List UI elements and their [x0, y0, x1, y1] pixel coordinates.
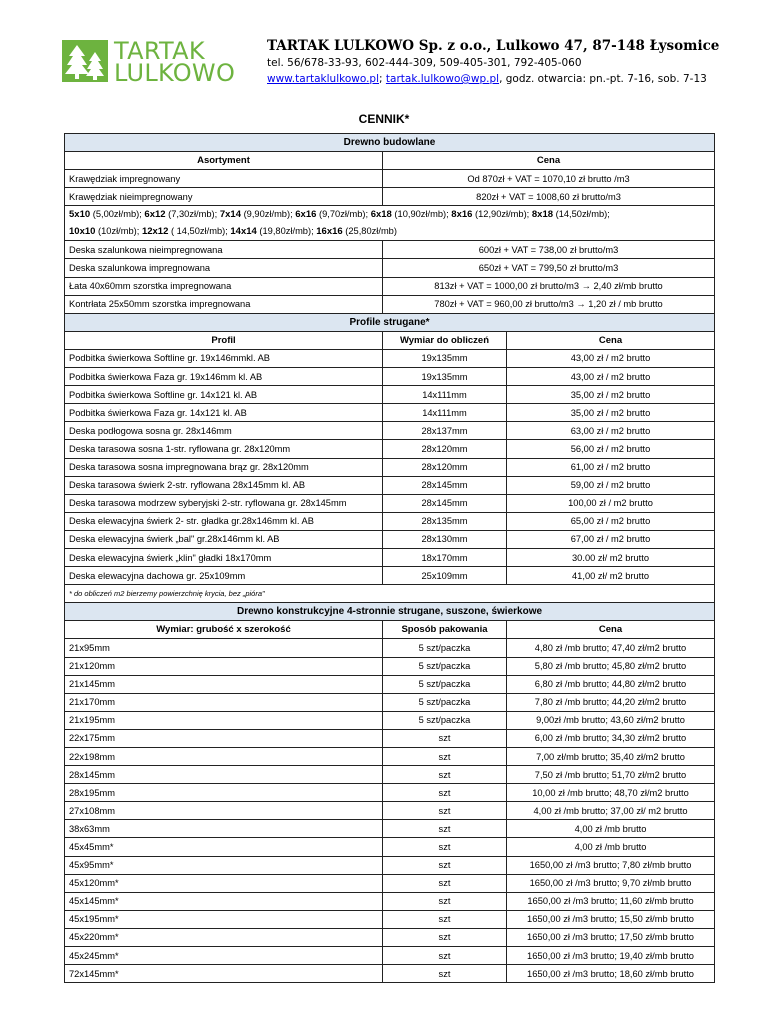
product-price: Od 870zł + VAT = 1070,10 zł brutto /m3 — [383, 170, 715, 188]
table-row — [65, 404, 715, 422]
timber-packaging: szt — [383, 838, 507, 856]
dimension-price: (9,90zł/mb); — [243, 209, 293, 220]
profile-name: Deska podłogowa sosna gr. 28x146mm — [65, 422, 383, 440]
timber-dimension: 45x45mm* — [65, 838, 383, 856]
logo-wordmark — [114, 37, 236, 87]
company-name: TARTAK LULKOWO Sp. z o.o., Lulkowo 47, 87-148 Łysomice — [267, 38, 720, 54]
dimension-price: (25,80zł/mb) — [345, 226, 397, 237]
timber-packaging: szt — [383, 910, 507, 928]
timber-dimension: 22x198mm — [65, 748, 383, 766]
profile-dimension: 14x111mm — [383, 404, 507, 422]
timber-packaging: szt — [383, 965, 507, 983]
timber-price: 9,00zł /mb brutto; 43,60 zł/m2 brutto — [507, 711, 715, 729]
timber-packaging: szt — [383, 856, 507, 874]
timber-dimension: 45x120mm* — [65, 874, 383, 892]
footnote-row — [65, 585, 715, 603]
timber-dimension: 45x95mm* — [65, 856, 383, 874]
column-header-packaging: Sposób pakowania — [383, 621, 507, 639]
product-name: Krawędziak nieimpregnowany — [65, 188, 383, 206]
profile-price: 65,00 zł / m2 brutto — [507, 512, 715, 530]
timber-packaging: 5 szt/paczka — [383, 675, 507, 693]
timber-price: 6,80 zł /mb brutto; 44,80 zł/m2 brutto — [507, 675, 715, 693]
column-header-assortment: Asortyment — [65, 152, 383, 170]
table-row — [65, 567, 715, 585]
table-row — [65, 188, 715, 206]
profile-price: 100,00 zł / m2 brutto — [507, 494, 715, 512]
profile-dimension: 28x120mm — [383, 458, 507, 476]
table-row — [65, 548, 715, 566]
profile-price: 61,00 zł / m2 brutto — [507, 458, 715, 476]
dimension-price-list — [65, 206, 715, 241]
website-link[interactable]: www.tartaklulkowo.pl — [267, 73, 380, 85]
profile-name: Deska elewacyjna świerk 2- str. gładka gr.28x146mm kl. AB — [65, 512, 383, 530]
profile-dimension: 28x130mm — [383, 530, 507, 548]
table-row — [65, 440, 715, 458]
timber-packaging: 5 szt/paczka — [383, 711, 507, 729]
profile-dimension: 19x135mm — [383, 349, 507, 367]
product-price: 780zł + VAT = 960,00 zł brutto/m3 → 1,20 zł / mb brutto — [383, 295, 715, 313]
profile-price: 67,00 zł / m2 brutto — [507, 530, 715, 548]
dimension-price: (5,00zł/mb); — [92, 209, 142, 220]
profile-dimension: 25x109mm — [383, 567, 507, 585]
table-row — [65, 530, 715, 548]
timber-packaging: szt — [383, 784, 507, 802]
profile-name: Deska tarasowa sosna impregnowana brąz gr. 28x120mm — [65, 458, 383, 476]
dimension-label: 6x12 — [144, 209, 166, 221]
column-header-price: Cena — [507, 621, 715, 639]
opening-hours: , godz. otwarcia: pn.-pt. 7-16, sob. 7-13 — [499, 73, 707, 85]
page-header — [0, 0, 768, 110]
profile-dimension: 28x145mm — [383, 476, 507, 494]
dimension-price: (12,90zł/mb); — [475, 209, 530, 220]
phone-numbers: tel. 56/678-33-93, 602-444-309, 509-405-301, 792-405-060 — [267, 57, 582, 69]
dimension-price: (9,70zł/mb); — [319, 209, 369, 220]
contact-separator: ; — [379, 73, 383, 85]
timber-price: 1650,00 zł /m3 brutto; 11,60 zł/mb brutto — [507, 892, 715, 910]
profile-dimension: 28x135mm — [383, 512, 507, 530]
timber-dimension: 27x108mm — [65, 802, 383, 820]
product-name: Kontrłata 25x50mm szorstka impregnowana — [65, 295, 383, 313]
dimension-label: 12x12 — [141, 226, 169, 238]
timber-price: 1650,00 zł /m3 brutto; 17,50 zł/mb brutto — [507, 928, 715, 946]
profile-name: Deska tarasowa sosna 1-str. ryflowana gr. 28x120mm — [65, 440, 383, 458]
product-price: 813zł + VAT = 1000,00 zł brutto/m3 → 2,40 zł/mb brutto — [383, 277, 715, 295]
table-row — [65, 675, 715, 693]
product-name: Deska szalunkowa impregnowana — [65, 259, 383, 277]
product-price: 820zł + VAT = 1008,60 zł brutto/m3 — [383, 188, 715, 206]
email-link[interactable]: tartak.lulkowo@wp.pl — [385, 73, 500, 85]
column-header-profile: Profil — [65, 331, 383, 349]
profile-dimension: 28x137mm — [383, 422, 507, 440]
timber-packaging: szt — [383, 729, 507, 747]
logo-line-1: TARTAK — [114, 37, 205, 65]
table-row — [65, 657, 715, 675]
product-price: 600zł + VAT = 738,00 zł brutto/m3 — [383, 241, 715, 259]
timber-price: 1650,00 zł /m3 brutto; 15,50 zł/mb brutto — [507, 910, 715, 928]
column-header-row — [65, 331, 715, 349]
dimension-price: ( 14,50zł/mb); — [170, 226, 228, 237]
timber-packaging: szt — [383, 802, 507, 820]
table-row — [65, 422, 715, 440]
timber-price: 7,00 zł/mb brutto; 35,40 zł/m2 brutto — [507, 748, 715, 766]
product-name: Łata 40x60mm szorstka impregnowana — [65, 277, 383, 295]
timber-price: 7,50 zł /mb brutto; 51,70 zł/m2 brutto — [507, 766, 715, 784]
table-row — [65, 729, 715, 747]
profile-price: 56,00 zł / m2 brutto — [507, 440, 715, 458]
logo-line-2: LULKOWO — [114, 59, 236, 87]
table-row — [65, 476, 715, 494]
dimension-label: 8x16 — [451, 209, 473, 221]
timber-dimension: 21x145mm — [65, 675, 383, 693]
dimension-price: (14,50zł/mb); — [555, 209, 610, 220]
timber-price: 6,00 zł /mb brutto; 34,30 zł/m2 brutto — [507, 729, 715, 747]
table-row — [65, 711, 715, 729]
profile-dimension: 14x111mm — [383, 386, 507, 404]
table-row — [65, 910, 715, 928]
table-row — [65, 784, 715, 802]
footnote: * do obliczeń m2 bierzemy powierzchnię krycia, bez „pióra" — [65, 585, 715, 603]
timber-price: 7,80 zł /mb brutto; 44,20 zł/m2 brutto — [507, 693, 715, 711]
table-row — [65, 170, 715, 188]
timber-dimension: 21x170mm — [65, 693, 383, 711]
timber-dimension: 28x145mm — [65, 766, 383, 784]
timber-price: 1650,00 zł /m3 brutto; 9,70 zł/mb brutto — [507, 874, 715, 892]
timber-price: 1650,00 zł /m3 brutto; 7,80 zł/mb brutto — [507, 856, 715, 874]
timber-price: 1650,00 zł /m3 brutto; 18,60 zł/mb brutto — [507, 965, 715, 983]
timber-packaging: szt — [383, 748, 507, 766]
profile-dimension: 19x135mm — [383, 368, 507, 386]
timber-price: 5,80 zł /mb brutto; 45,80 zł/m2 brutto — [507, 657, 715, 675]
timber-price: 4,80 zł /mb brutto; 47,40 zł/m2 brutto — [507, 639, 715, 657]
timber-dimension: 28x195mm — [65, 784, 383, 802]
profile-name: Deska elewacyjna świerk „klin" gładki 18x170mm — [65, 548, 383, 566]
table-row — [65, 802, 715, 820]
table-row — [65, 639, 715, 657]
section-header-row — [65, 313, 715, 331]
timber-price: 4,00 zł /mb brutto — [507, 838, 715, 856]
dimension-label: 10x10 — [69, 226, 96, 238]
table-row — [65, 368, 715, 386]
timber-packaging: szt — [383, 928, 507, 946]
profile-price: 35,00 zł / m2 brutto — [507, 404, 715, 422]
profile-dimension: 28x145mm — [383, 494, 507, 512]
timber-packaging: szt — [383, 766, 507, 784]
tree-logo-icon — [62, 40, 108, 82]
dimension-label: 7x14 — [219, 209, 241, 221]
profile-price: 43,00 zł / m2 brutto — [507, 349, 715, 367]
contact-line — [267, 73, 707, 85]
section-title-structural-timber: Drewno konstrukcyjne 4-stronnie strugane, suszone, świerkowe — [65, 603, 715, 621]
profile-name: Deska elewacyjna świerk „bal" gr.28x146mm kl. AB — [65, 530, 383, 548]
table-row — [65, 277, 715, 295]
section-title-construction-timber: Drewno budowlane — [65, 134, 715, 152]
timber-price: 10,00 zł /mb brutto; 48,70 zł/m2 brutto — [507, 784, 715, 802]
table-row — [65, 766, 715, 784]
timber-packaging: szt — [383, 947, 507, 965]
timber-price: 1650,00 zł /m3 brutto; 19,40 zł/mb brutto — [507, 947, 715, 965]
table-row — [65, 259, 715, 277]
timber-dimension: 21x120mm — [65, 657, 383, 675]
profile-name: Deska tarasowa świerk 2-str. ryflowana 28x145mm kl. AB — [65, 476, 383, 494]
company-logo — [62, 37, 236, 87]
column-header-dimension: Wymiar: grubość x szerokość — [65, 621, 383, 639]
section-header-row — [65, 134, 715, 152]
profile-price: 30.00 zł/ m2 brutto — [507, 548, 715, 566]
profile-price: 43,00 zł / m2 brutto — [507, 368, 715, 386]
table-row — [65, 874, 715, 892]
timber-dimension: 21x95mm — [65, 639, 383, 657]
column-header-row — [65, 621, 715, 639]
table-row — [65, 349, 715, 367]
dimension-label: 5x10 — [69, 209, 91, 221]
page-title: CENNIK* — [358, 112, 410, 126]
dimension-label: 6x16 — [295, 209, 317, 221]
profile-dimension: 18x170mm — [383, 548, 507, 566]
dimension-price: (7,30zł/mb); — [168, 209, 218, 220]
timber-dimension: 72x145mm* — [65, 965, 383, 983]
product-name: Deska szalunkowa nieimpregnowana — [65, 241, 383, 259]
column-header-price: Cena — [507, 331, 715, 349]
profile-name: Podbitka świerkowa Faza gr. 19x146mm kl. AB — [65, 368, 383, 386]
dimension-price: (10zł/mb); — [98, 226, 140, 237]
table-row — [65, 748, 715, 766]
timber-packaging: 5 szt/paczka — [383, 657, 507, 675]
profile-price: 59,00 zł / m2 brutto — [507, 476, 715, 494]
table-row — [65, 494, 715, 512]
timber-dimension: 45x195mm* — [65, 910, 383, 928]
profile-name: Podbitka świerkowa Softline gr. 14x121 kl. AB — [65, 386, 383, 404]
table-row — [65, 693, 715, 711]
column-header-row — [65, 152, 715, 170]
column-header-calc-dimension: Wymiar do obliczeń — [383, 331, 507, 349]
timber-packaging: szt — [383, 874, 507, 892]
timber-dimension: 45x220mm* — [65, 928, 383, 946]
timber-packaging: szt — [383, 892, 507, 910]
dimension-label: 14x14 — [230, 226, 257, 238]
dimension-label: 6x18 — [370, 209, 392, 221]
timber-packaging: 5 szt/paczka — [383, 639, 507, 657]
section-title-planed-profiles: Profile strugane* — [65, 313, 715, 331]
dimension-label: 8x18 — [531, 209, 554, 221]
timber-dimension: 38x63mm — [65, 820, 383, 838]
section-header-row — [65, 603, 715, 621]
table-row — [65, 892, 715, 910]
table-row — [65, 295, 715, 313]
product-price: 650zł + VAT = 799,50 zł brutto/m3 — [383, 259, 715, 277]
table-row — [65, 856, 715, 874]
price-table — [64, 133, 715, 983]
table-row — [65, 512, 715, 530]
timber-price: 4,00 zł /mb brutto — [507, 820, 715, 838]
table-row — [65, 947, 715, 965]
product-name: Krawędziak impregnowany — [65, 170, 383, 188]
profile-dimension: 28x120mm — [383, 440, 507, 458]
profile-name: Podbitka świerkowa Faza gr. 14x121 kl. AB — [65, 404, 383, 422]
dimension-price: (19,80zł/mb); — [259, 226, 314, 237]
timber-dimension: 45x245mm* — [65, 947, 383, 965]
timber-dimension: 21x195mm — [65, 711, 383, 729]
table-row — [65, 965, 715, 983]
profile-name: Podbitka świerkowa Softline gr. 19x146mmkl. AB — [65, 349, 383, 367]
column-header-price: Cena — [383, 152, 715, 170]
table-row — [65, 820, 715, 838]
profile-name: Deska tarasowa modrzew syberyjski 2-str. ryflowana gr. 28x145mm — [65, 494, 383, 512]
dimension-price-row — [65, 206, 715, 241]
table-row — [65, 386, 715, 404]
dimension-label: 16x16 — [316, 226, 343, 238]
dimension-price: (10,90zł/mb); — [394, 209, 449, 220]
profile-price: 35,00 zł / m2 brutto — [507, 386, 715, 404]
timber-dimension: 22x175mm — [65, 729, 383, 747]
profile-name: Deska elewacyjna dachowa gr. 25x109mm — [65, 567, 383, 585]
table-row — [65, 241, 715, 259]
profile-price: 63,00 zł / m2 brutto — [507, 422, 715, 440]
timber-packaging: 5 szt/paczka — [383, 693, 507, 711]
timber-dimension: 45x145mm* — [65, 892, 383, 910]
profile-price: 41,00 zł/ m2 brutto — [507, 567, 715, 585]
table-row — [65, 928, 715, 946]
timber-price: 4,00 zł /mb brutto; 37,00 zł/ m2 brutto — [507, 802, 715, 820]
timber-packaging: szt — [383, 820, 507, 838]
table-row — [65, 838, 715, 856]
table-row — [65, 458, 715, 476]
